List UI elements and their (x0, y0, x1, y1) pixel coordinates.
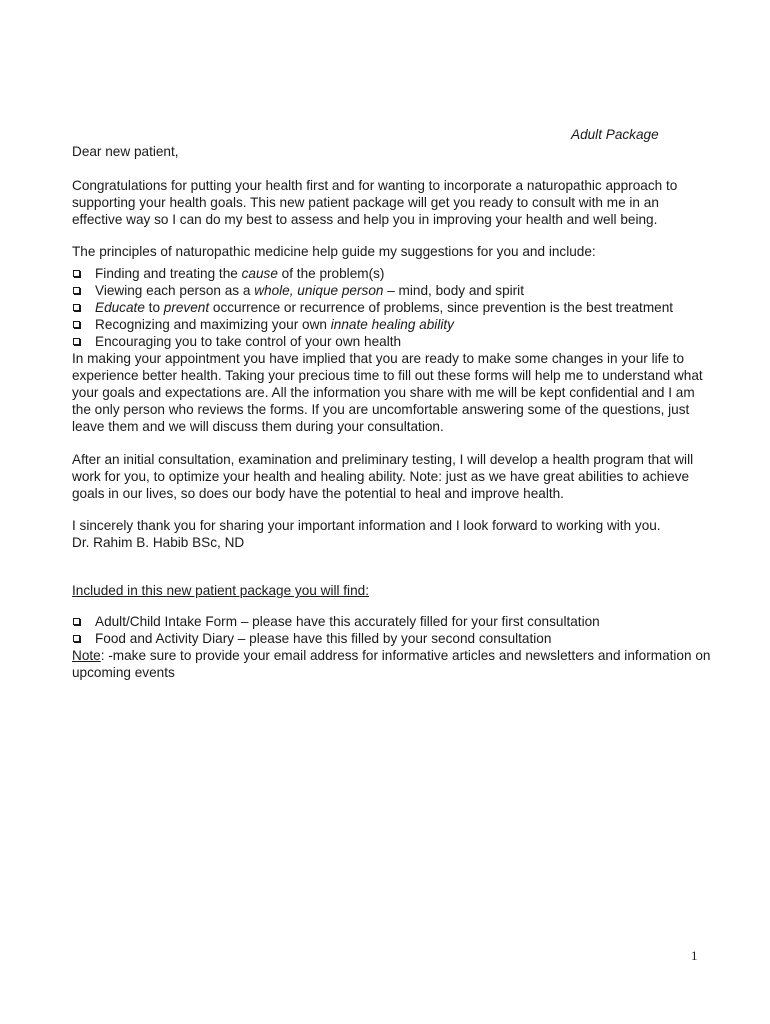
letter-body (72, 143, 712, 681)
checkbox-bullet-icon (73, 304, 80, 311)
page-number: 1 (691, 948, 698, 963)
note-text: : -make sure to provide your email address for informative articles and newsletters and information on upcoming events (72, 648, 711, 680)
list-item (72, 613, 712, 630)
principle-text: to (144, 300, 164, 315)
principle-text: Encouraging you to take control of your own health (95, 334, 402, 349)
checkbox-bullet-icon (73, 635, 80, 642)
note-paragraph (72, 647, 712, 681)
thanks-paragraph: I sincerely thank you for sharing your important information and I look forward to working with you. (72, 518, 661, 533)
checkbox-bullet-icon (73, 270, 80, 277)
package-heading: Included in this new patient package you will find: (72, 583, 369, 598)
principles-list (72, 265, 712, 350)
principle-emphasis: cause (241, 266, 278, 281)
checkbox-bullet-icon (73, 321, 80, 328)
salutation: Dear new patient, (72, 144, 179, 159)
checkbox-bullet-icon (73, 338, 80, 345)
principle-text: Viewing each person as a (95, 283, 255, 298)
principle-emphasis: prevent (163, 300, 210, 315)
list-item (72, 299, 712, 316)
package-item-text: Food and Activity Diary – please have this filled by your second consultation (95, 631, 552, 646)
appointment-paragraph: In making your appointment you have implied that you are ready to make some changes in your life to experience better health. Taking your precious time to fill out these forms will help me to understand what your goals and expectations are. All the information you share with me will be kept confidential and I am the only person who reviews the forms. If you are uncomfortable answering some of the questions, just leave them and we will discuss them during your consultation. (72, 351, 703, 434)
list-item (72, 316, 712, 333)
package-title: Adult Package (571, 127, 659, 142)
note-label: Note (72, 648, 101, 663)
list-item (72, 630, 712, 647)
list-item (72, 282, 712, 299)
checkbox-bullet-icon (73, 287, 80, 294)
principle-text: occurrence or recurrence of problems, since prevention is the best treatment (209, 300, 674, 315)
package-item-text: Adult/Child Intake Form – please have this accurately filled for your first consultation (95, 614, 600, 629)
consultation-paragraph: After an initial consultation, examination and preliminary testing, I will develop a health program that will work for you, to optimize your health and healing ability. Note: just as we have great abilities to achieve goals in our lives, so does our body have the potential to heal and improve health. (72, 452, 694, 501)
signature: Dr. Rahim B. Habib BSc, ND (72, 535, 245, 550)
principle-text: – mind, body and spirit (383, 283, 524, 298)
principles-intro: The principles of naturopathic medicine help guide my suggestions for you and include: (72, 244, 596, 259)
list-item (72, 333, 712, 350)
principle-text: Finding and treating the (95, 266, 242, 281)
principle-text: Recognizing and maximizing your own (95, 317, 331, 332)
checkbox-bullet-icon (73, 618, 80, 625)
package-items-list (72, 613, 712, 647)
intro-paragraph: Congratulations for putting your health first and for wanting to incorporate a naturopathic approach to supporting your health goals. This new patient package will get you ready to consult with me in an effective way so I can do my best to assess and help you in improving your health and well being. (72, 178, 678, 227)
list-item (72, 265, 712, 282)
principle-text: of the problem(s) (277, 266, 385, 281)
principle-emphasis: whole, unique person (254, 283, 384, 298)
principle-emphasis: Educate (95, 300, 145, 315)
principle-emphasis: innate healing ability (330, 317, 454, 332)
